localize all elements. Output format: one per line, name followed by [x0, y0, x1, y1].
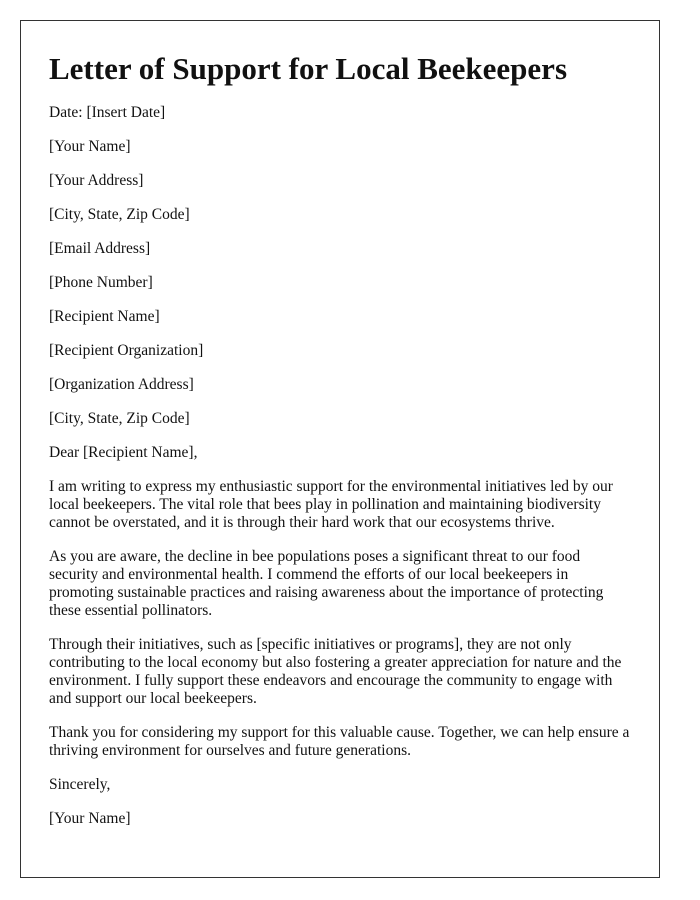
body-paragraph-2: As you are aware, the decline in bee populations poses a significant threat to our food security and environmental health. I commend the efforts of our local beekeepers in promoting sustainable practices and raising awareness about the importance of protecting these essential pollinators. [49, 548, 604, 619]
sender-address: [Your Address] [49, 172, 144, 189]
recipient-address: [Organization Address] [49, 376, 194, 393]
sender-city: [City, State, Zip Code] [49, 206, 190, 223]
salutation: Dear [Recipient Name], [49, 444, 198, 461]
recipient-city: [City, State, Zip Code] [49, 410, 190, 427]
body-paragraph-1: I am writing to express my enthusiastic support for the environmental initiatives led by our local beekeepers. The vital role that bees play in pollination and maintaining biodiversity cannot be overstated, and it is through their hard work that our ecosystems thrive. [49, 478, 613, 531]
recipient-name: [Recipient Name] [49, 308, 160, 325]
sender-name: [Your Name] [49, 138, 131, 155]
closing: Sincerely, [49, 776, 111, 793]
letter-page [20, 20, 660, 878]
body-paragraph-4: Thank you for considering my support for this valuable cause. Together, we can help ensure a thriving environment for ourselves and future generations. [49, 724, 630, 759]
sender-phone: [Phone Number] [49, 274, 153, 291]
signature: [Your Name] [49, 810, 131, 827]
sender-email: [Email Address] [49, 240, 151, 257]
letter-title: Letter of Support for Local Beekeepers [49, 51, 568, 86]
recipient-organization: [Recipient Organization] [49, 342, 204, 359]
body-paragraph-3: Through their initiatives, such as [specific initiatives or programs], they are not only contributing to the local economy but also fostering a greater appreciation for nature and the environment. I fully support these endeavors and encourage the community to engage with and support our local beekeepers. [49, 636, 622, 707]
date-line: Date: [Insert Date] [49, 104, 166, 121]
